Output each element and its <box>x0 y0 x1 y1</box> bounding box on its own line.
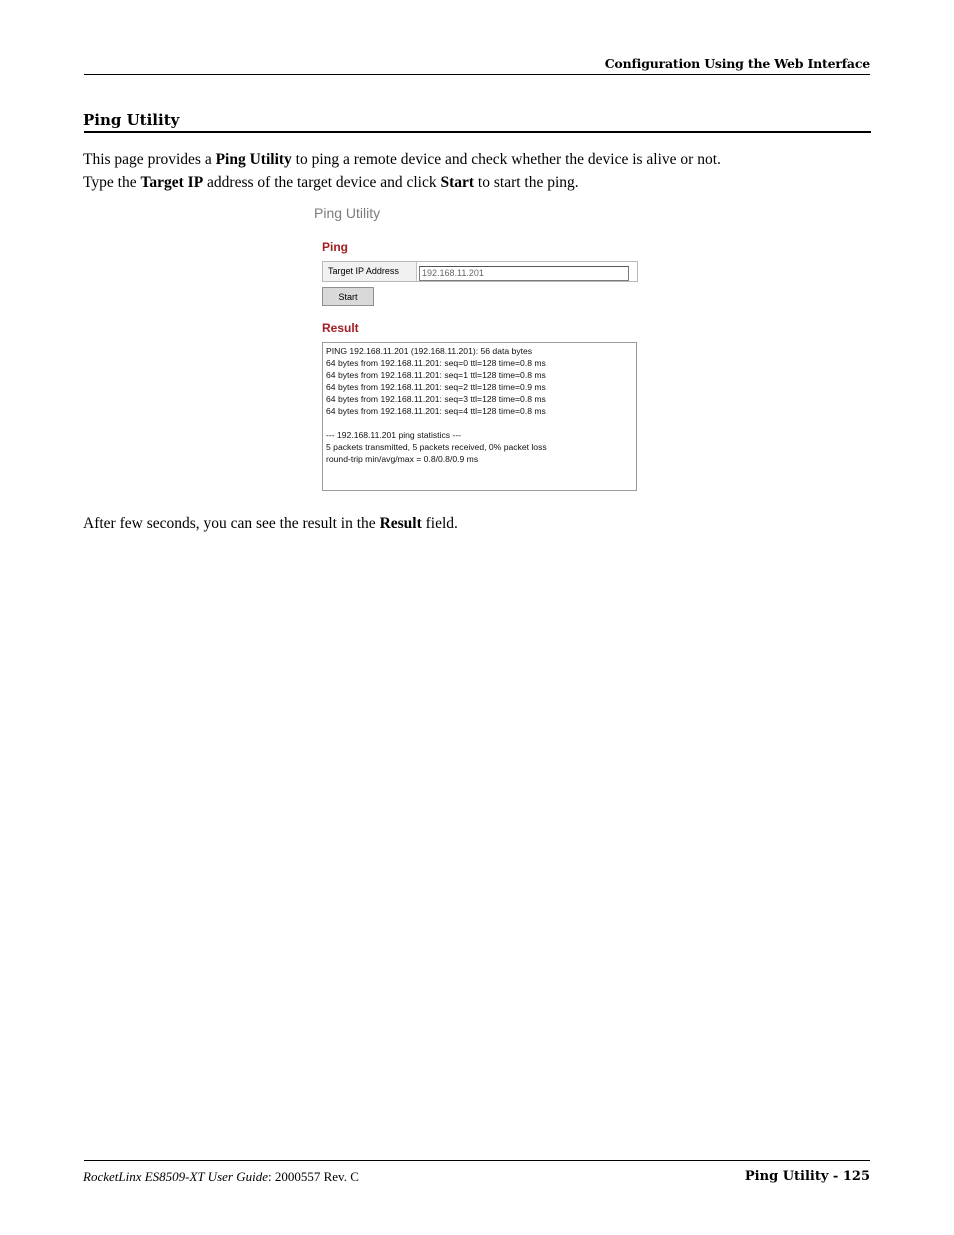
result-textarea[interactable] <box>322 342 637 491</box>
result-line: 64 bytes from 192.168.11.201: seq=2 ttl=128 time=0.9 ms <box>326 382 546 392</box>
header-rule <box>84 74 870 75</box>
result-line: 5 packets transmitted, 5 packets received, 0% packet loss <box>326 442 547 452</box>
result-line: PING 192.168.11.201 (192.168.11.201): 56 data bytes <box>326 346 533 356</box>
after-emphasis-result: Result <box>379 515 422 532</box>
result-line: 64 bytes from 192.168.11.201: seq=3 ttl=128 time=0.8 ms <box>326 394 546 404</box>
result-line: 64 bytes from 192.168.11.201: seq=1 ttl=128 time=0.8 ms <box>326 370 546 380</box>
intro-paragraph <box>83 148 873 194</box>
footer-doc-title: RocketLinx ES8509-XT User Guide <box>83 1169 268 1184</box>
section-title: Ping Utility <box>83 111 180 129</box>
result-heading: Result <box>322 321 359 335</box>
after-text: After few seconds, you can see the result in the <box>83 515 380 532</box>
section-rule <box>84 131 871 133</box>
target-ip-row <box>322 261 638 282</box>
target-ip-cell <box>417 262 637 281</box>
after-paragraph <box>83 512 873 535</box>
after-text: field. <box>421 515 458 532</box>
result-line <box>326 417 633 429</box>
ping-heading: Ping <box>322 240 348 254</box>
intro-text: Type the <box>83 174 141 191</box>
intro-emphasis-ping-utility: Ping Utility <box>215 151 292 168</box>
ping-utility-screenshot <box>312 203 642 495</box>
intro-text: This page provides a <box>83 151 216 168</box>
result-line: 64 bytes from 192.168.11.201: seq=0 ttl=128 time=0.8 ms <box>326 358 546 368</box>
result-line: --- 192.168.11.201 ping statistics --- <box>326 430 462 440</box>
start-button[interactable]: Start <box>322 287 374 306</box>
intro-emphasis-target-ip: Target IP <box>140 174 204 191</box>
footer-doc-rev: : 2000557 Rev. C <box>267 1169 359 1184</box>
intro-text: to start the ping. <box>474 174 579 191</box>
intro-text: address of the target device and click <box>203 174 441 191</box>
footer-rule <box>84 1160 870 1161</box>
footer-page-label: Ping Utility - 125 <box>744 1169 870 1184</box>
intro-emphasis-start: Start <box>440 174 475 191</box>
target-ip-input[interactable] <box>419 266 629 281</box>
result-line: 64 bytes from 192.168.11.201: seq=4 ttl=128 time=0.8 ms <box>326 406 546 416</box>
footer-doc-info <box>83 1169 359 1185</box>
result-line: round-trip min/avg/max = 0.8/0.8/0.9 ms <box>326 454 479 464</box>
target-ip-label: Target IP Address <box>323 262 417 281</box>
intro-text: to ping a remote device and check whether the device is alive or not. <box>291 151 721 168</box>
running-header: Configuration Using the Web Interface <box>604 56 870 71</box>
screenshot-title: Ping Utility <box>314 205 381 221</box>
